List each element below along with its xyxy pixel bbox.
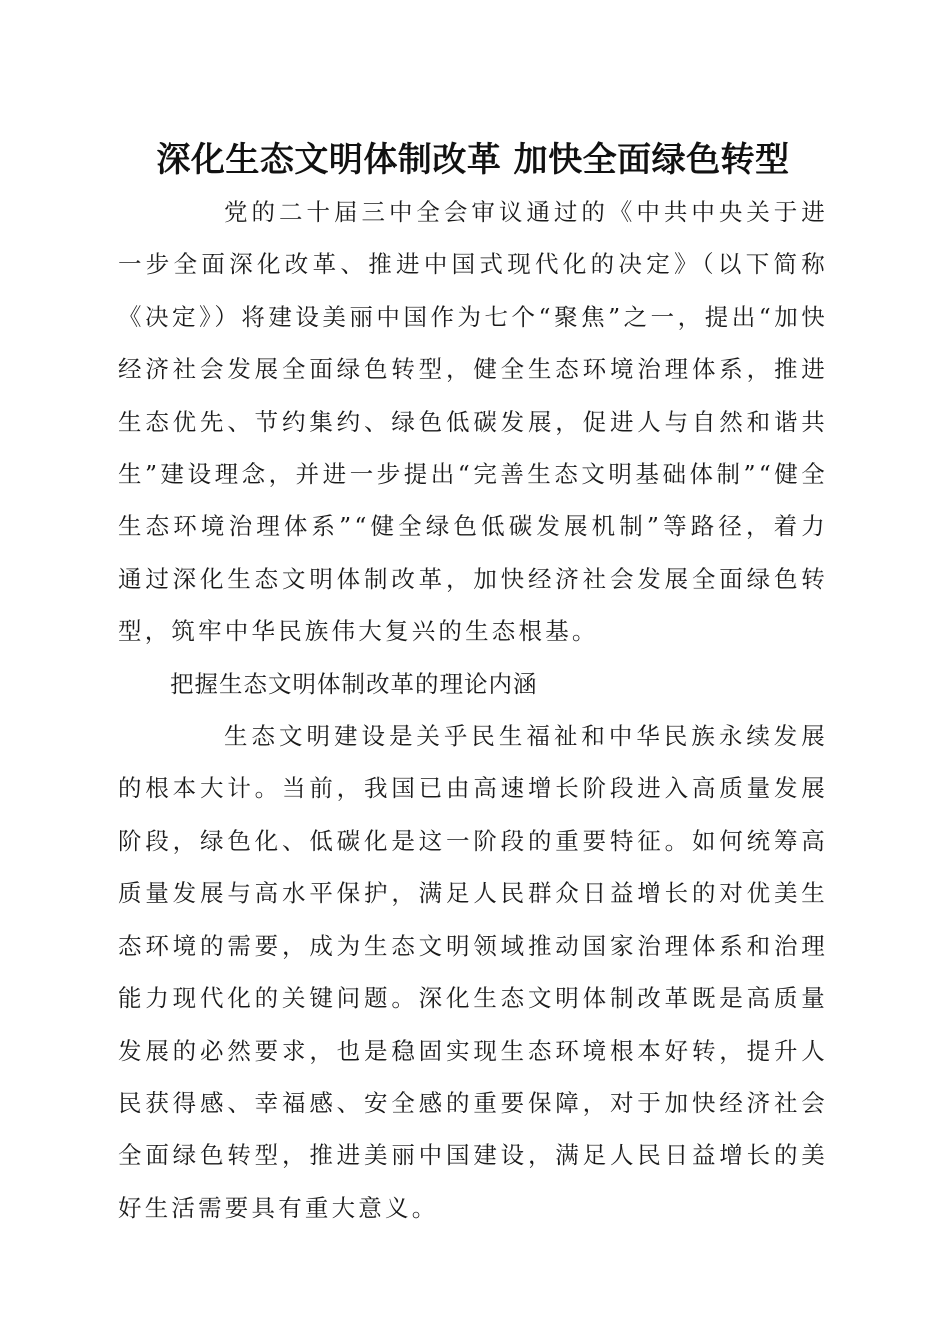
paragraph-intro: 党的二十届三中全会审议通过的《中共中央关于进一步全面深化改革、推进中国式现代化的决定》（以下简称《决定》）将建设美丽中国作为七个“聚焦”之一，提出“加快经济社会发展全面绿色转型，健全生态环境治理体系，推进生态优先、节约集约、绿色低碳发展，促进人与自然和谐共生”建设理念，并进一步提出“完善生态文明基础体制”“健全生态环境治理体系”“健全绿色低碳发展机制”等路径，着力通过深化生态文明体制改革，加快经济社会发展全面绿色转型，筑牢中华民族伟大复兴的生态根基。 — [118, 198, 828, 646]
document-title: 深化生态文明体制改革 加快全面绿色转型 — [156, 140, 790, 180]
section-heading: 把握生态文明体制改革的理论内涵 — [170, 669, 538, 698]
paragraph-body: 生态文明建设是关乎民生福祉和中华民族永续发展的根本大计。当前，我国已由高速增长阶段进入高质量发展阶段，绿色化、低碳化是这一阶段的重要特征。如何统筹高质量发展与高水平保护，满足人民群众日益增长的对优美生态环境的需要，成为生态文明领域推动国家治理体系和治理能力现代化的关键问题。深化生态文明体制改革既是高质量发展的必然要求，也是稳固实现生态环境根本好转，提升人民获得感、幸福感、安全感的重要保障，对于加快经济社会全面绿色转型，推进美丽中国建设，满足人民日益增长的美好生活需要具有重大意义。 — [118, 722, 828, 1222]
document-page — [118, 134, 828, 1234]
